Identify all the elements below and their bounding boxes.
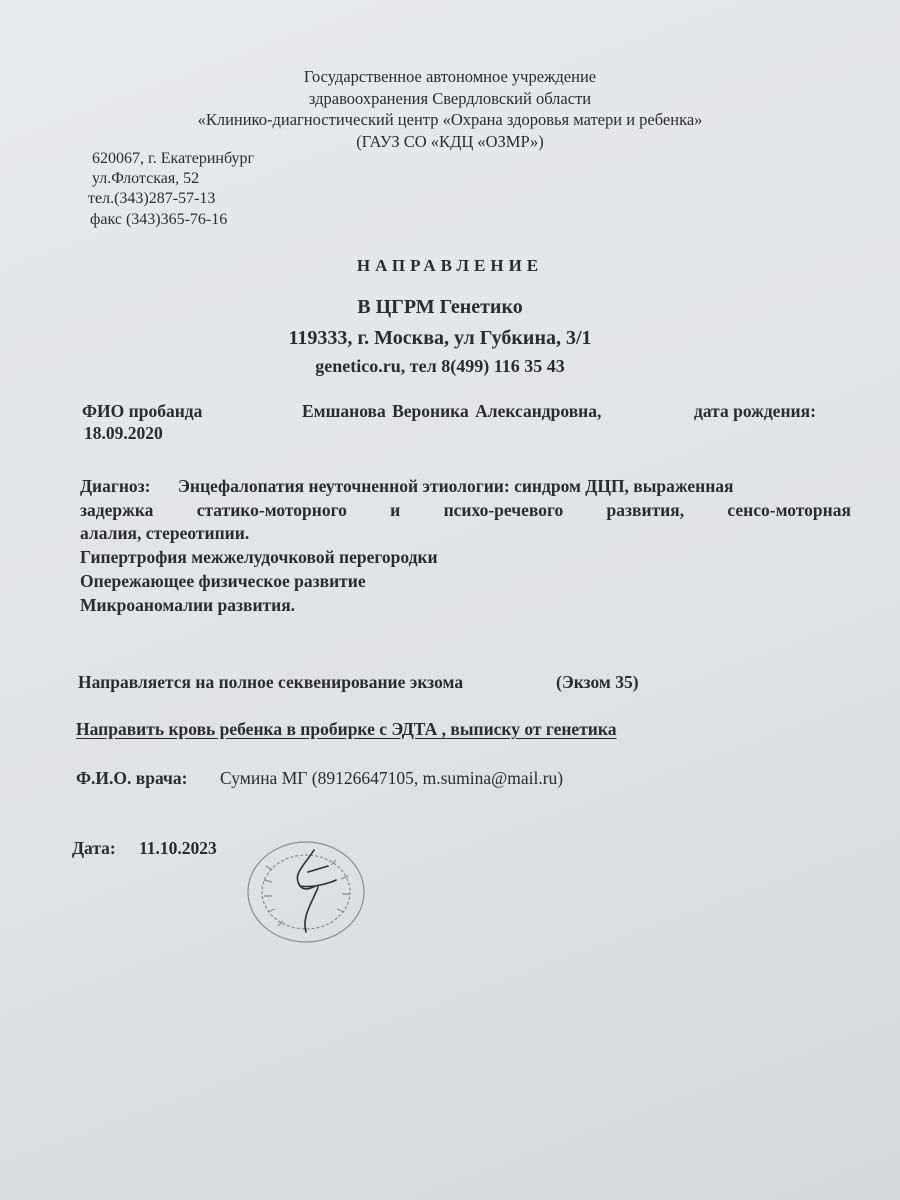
destination-address: 119333, г. Москва, ул Губкина, 3/1 <box>288 327 592 349</box>
org-header-line-3: «Клинико-диагностический центр «Охрана здоровья матери и ребенка» <box>197 110 703 129</box>
destination-contacts: genetico.ru, тел 8(499) 116 35 43 <box>315 356 565 376</box>
referral-text: Направляется на полное секвенирование экзома <box>78 672 464 692</box>
diagnosis-label: Диагноз: <box>80 476 151 496</box>
diagnosis-line-6: Микроаномалии развития. <box>80 595 296 615</box>
document-title: НАПРАВЛЕНИЕ <box>356 256 544 275</box>
diagnosis-word: и <box>390 500 401 520</box>
patient-label: ФИО пробанда <box>82 401 203 421</box>
diagnosis-line-1: Энцефалопатия неуточненной этиологии: синдром ДЦП, выраженная <box>178 476 734 496</box>
address-line-2: ул.Флотская, 52 <box>92 170 200 187</box>
doctor-label: Ф.И.О. врача: <box>76 768 188 788</box>
patient-dob: 18.09.2020 <box>84 423 163 443</box>
phone-line: тел.(343)287-57-13 <box>88 190 216 207</box>
diagnosis-word: психо-речевого <box>443 500 564 520</box>
doctor-value: Сумина МГ (89126647105, m.sumina@mail.ru) <box>220 768 564 788</box>
org-header-line-1: Государственное автономное учреждение <box>303 67 597 86</box>
org-header-line-4: (ГАУЗ СО «КДЦ «ОЗМР») <box>356 132 544 151</box>
diagnosis-line-4: Гипертрофия межжелудочковой перегородки <box>80 547 438 567</box>
org-header-line-2: здравоохранения Свердловский области <box>308 89 592 108</box>
fax-line: факс (343)365-76-16 <box>90 211 228 228</box>
referral-code: (Экзом 35) <box>556 672 639 692</box>
address-line-1: 620067, г. Екатеринбург <box>92 150 255 167</box>
dob-label: дата рождения: <box>694 401 816 421</box>
diagnosis-word: задержка <box>80 500 154 520</box>
date-value: 11.10.2023 <box>139 838 217 858</box>
stamp-text-marks <box>264 860 350 926</box>
instruction-text: Направить кровь ребенка в пробирке с ЭДТА , выписку от генетика <box>76 719 617 739</box>
diagnosis-word: сенсо-моторная <box>727 500 851 520</box>
diagnosis-word: развития, <box>606 500 685 520</box>
signature-mark <box>297 850 336 932</box>
diagnosis-line-5: Опережающее физическое развитие <box>80 571 366 591</box>
stamp-with-signature <box>244 836 368 946</box>
destination-name: В ЦГРМ Генетико <box>357 296 523 318</box>
diagnosis-word: статико-моторного <box>196 500 347 520</box>
diagnosis-line-3: алалия, стереотипии. <box>80 523 250 543</box>
diagnosis-line-2 <box>80 500 851 521</box>
stamp-outer-ring <box>248 842 364 942</box>
date-label: Дата: <box>72 838 116 858</box>
patient-name: Емшанова Вероника Александровна, <box>302 401 602 421</box>
